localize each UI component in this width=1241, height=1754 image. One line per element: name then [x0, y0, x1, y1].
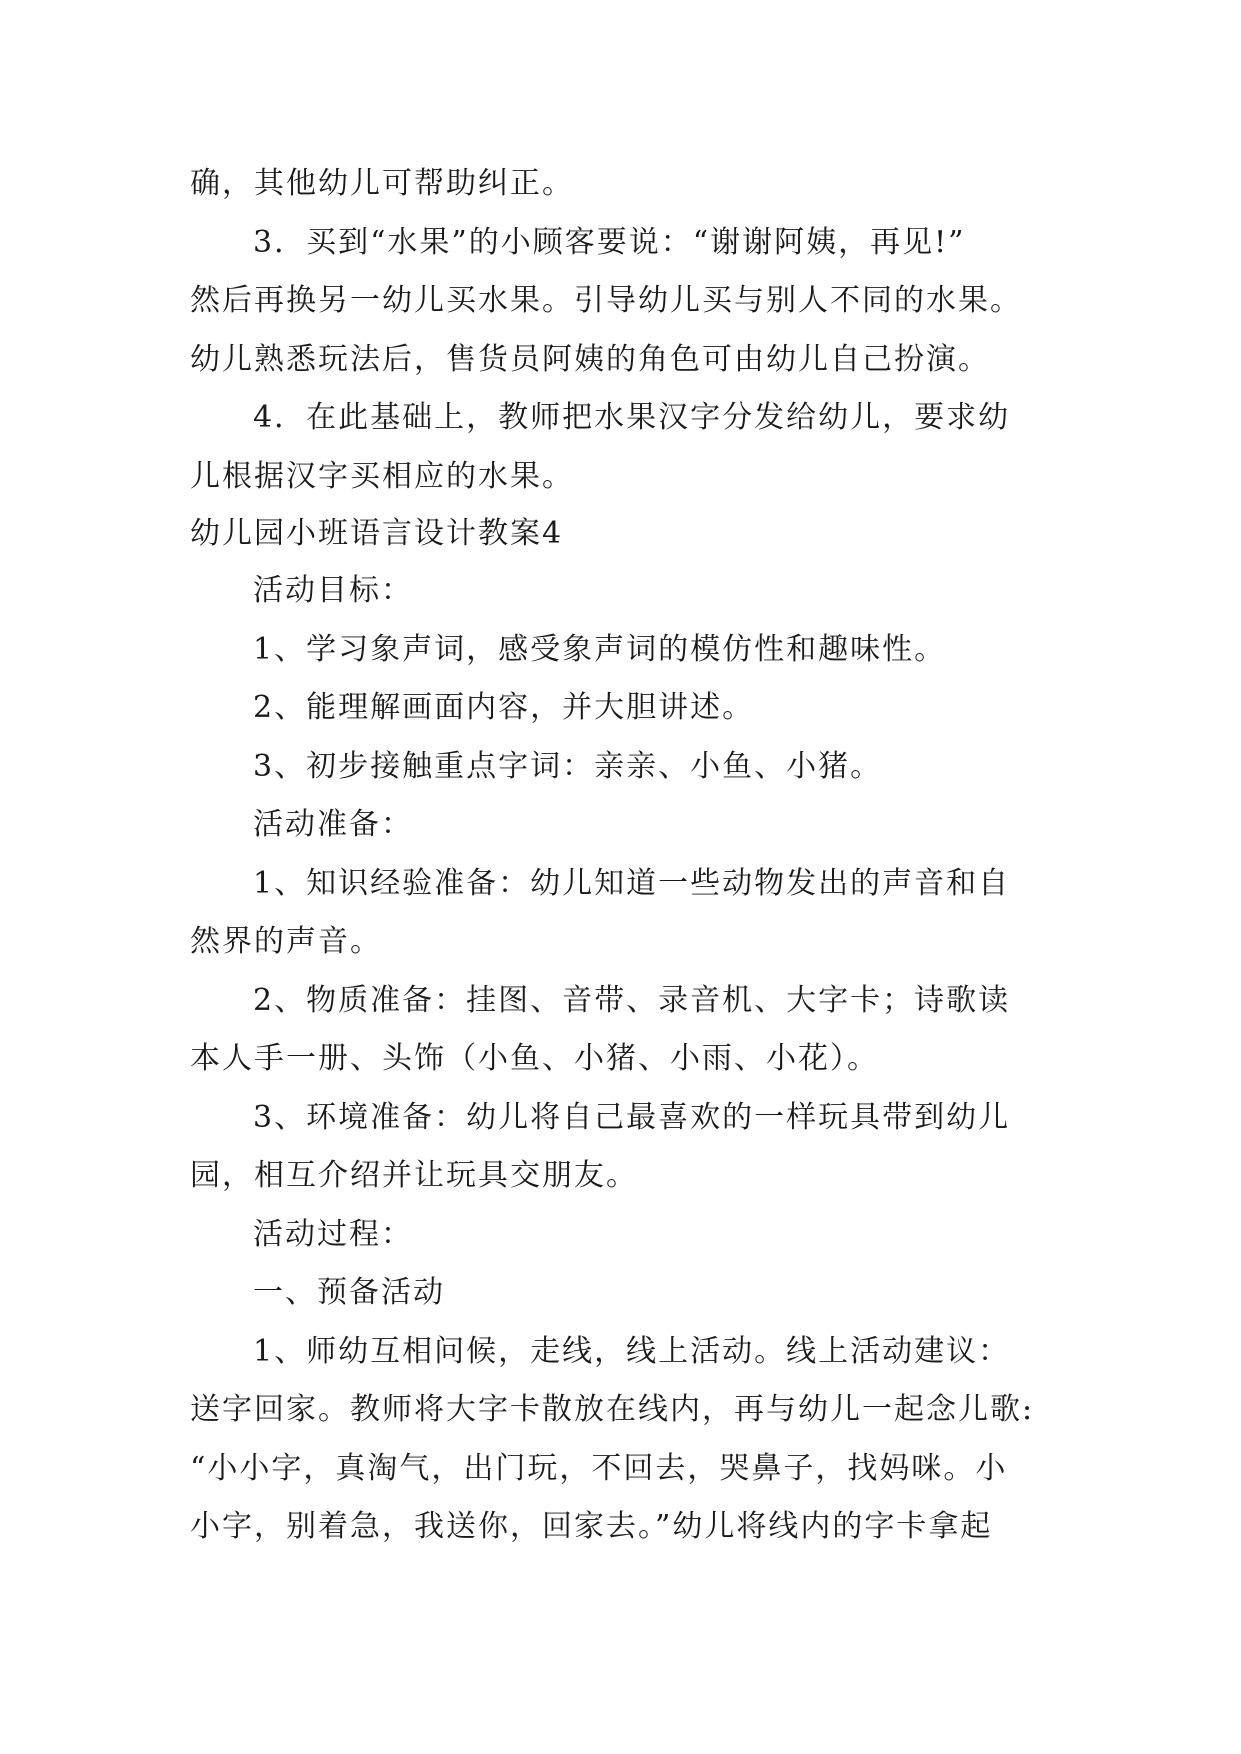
text-line: 1、学习象声词，感受象声词的模仿性和趣味性。 — [253, 632, 947, 667]
text-line: 确，其他幼儿可帮助纠正。 — [190, 166, 574, 201]
text-line: 3、初步接触重点字词：亲亲、小鱼、小猪。 — [253, 749, 883, 784]
text-line: 活动过程： — [253, 1217, 413, 1252]
text-line: 然界的声音。 — [190, 924, 382, 959]
text-line: 2、物质准备：挂图、音带、录音机、大字卡；诗歌读 — [253, 983, 1011, 1018]
text-line: 小字，别着急，我送你，回家去。”幼儿将线内的字卡拿起 — [190, 1509, 993, 1544]
text-line: 4．在此基础上，教师把水果汉字分发给幼儿，要求幼 — [253, 400, 1011, 435]
text-line: 1、知识经验准备：幼儿知道一些动物发出的声音和自 — [253, 866, 1011, 901]
text-line: 1、师幼互相问候，走线，线上活动。线上活动建议： — [253, 1334, 1011, 1369]
text-line: 3、环境准备：幼儿将自己最喜欢的一样玩具带到幼儿 — [253, 1100, 1011, 1135]
text-line: 活动目标： — [253, 573, 413, 608]
text-line: 送字回家。教师将大字卡散放在线内，再与幼儿一起念儿歌: — [190, 1392, 1035, 1427]
text-line: 一、预备活动 — [253, 1275, 445, 1310]
text-line: 3．买到“水果”的小顾客要说：“谢谢阿姨，再见!” — [253, 225, 966, 260]
text-line: 然后再换另一幼儿买水果。引导幼儿买与别人不同的水果。 — [190, 283, 1022, 318]
text-line: 2、能理解画面内容，并大胆讲述。 — [253, 690, 755, 725]
text-line: 活动准备： — [253, 807, 413, 842]
text-line: 本人手一册、头饰（小鱼、小猪、小雨、小花）。 — [190, 1041, 879, 1076]
section-heading: 幼儿园小班语言设计教案4 — [190, 516, 564, 551]
text-line: 园，相互介绍并让玩具交朋友。 — [190, 1158, 638, 1193]
text-line: 儿根据汉字买相应的水果。 — [190, 459, 574, 494]
text-line: 幼儿熟悉玩法后，售货员阿姨的角色可由幼儿自己扮演。 — [190, 342, 990, 377]
text-line: “小小字，真淘气，出门玩，不回去，哭鼻子，找妈咪。小 — [190, 1451, 1008, 1486]
